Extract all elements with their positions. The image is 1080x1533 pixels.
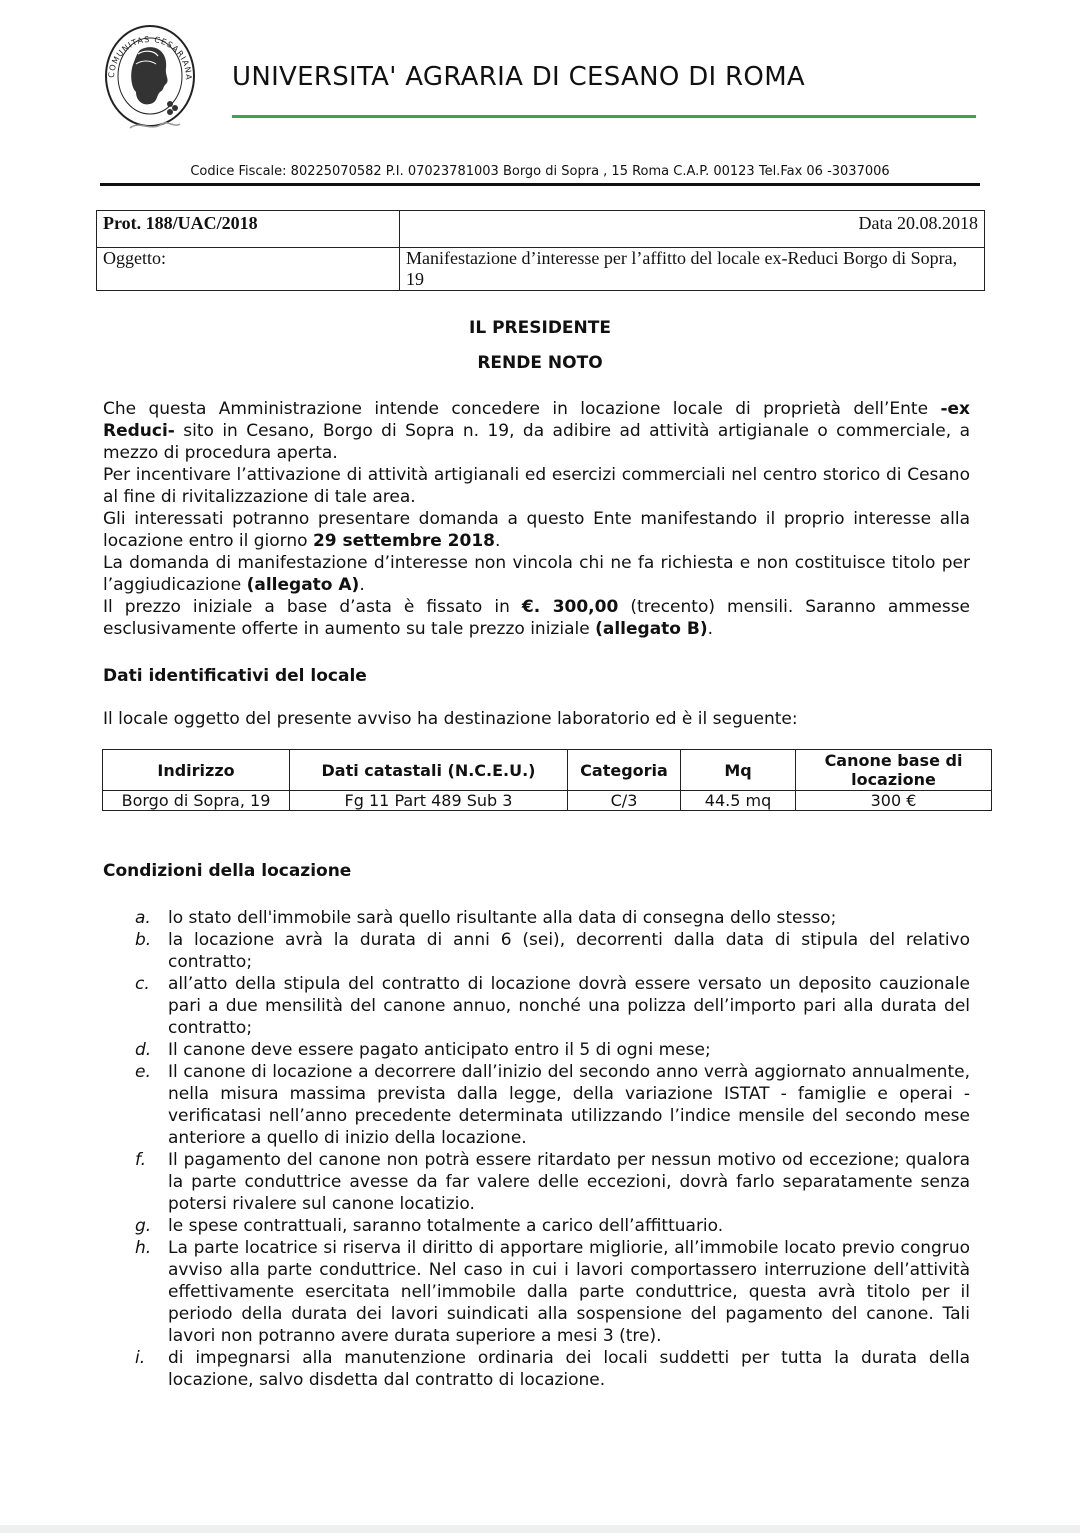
list-item-text: Il canone di locazione a decorrere dall’inizio del secondo anno verrà aggiornato annualmente, nella misura massima prevista dalla legge, della variazione ISTAT - famiglie e operai - verificatasi nell’anno precedente determinata utilizzando l’indice mensile del secondo mese anteriore a quello di inizio della locazione. — [168, 1062, 970, 1148]
header-green-divider — [232, 115, 976, 118]
list-item — [135, 1039, 970, 1061]
list-item-letter: e. — [135, 1062, 151, 1082]
column-header-category: Categoria — [568, 750, 681, 791]
p3-text-a: Gli interessati potranno presentare domanda a questo Ente manifestando il proprio interesse alla locazione entro il giorno — [103, 509, 970, 551]
p5-text-c: (trecento) mensili. Saranno ammesse esclusivamente offerte in aumento su tale prezzo iniziale — [103, 597, 971, 639]
list-item-letter: g. — [135, 1216, 152, 1236]
premises-table — [102, 749, 992, 811]
list-item-text: la locazione avrà la durata di anni 6 (sei), decorrenti dalla data di stipula del relativo contratto; — [168, 930, 970, 972]
president-heading: IL PRESIDENTE — [469, 318, 611, 338]
cell-base-rent: 300 € — [796, 791, 992, 811]
list-item-letter: d. — [135, 1040, 152, 1060]
list-item — [135, 1061, 970, 1149]
p5-attachment-b: (allegato B) — [595, 619, 708, 639]
list-item-letter: h. — [135, 1238, 152, 1258]
table-row — [103, 791, 992, 811]
subject-label: Oggetto: — [97, 248, 400, 291]
section-title-conditions: Condizioni della locazione — [103, 861, 352, 881]
list-item — [135, 1347, 970, 1391]
header-black-divider — [100, 183, 980, 186]
notice-body — [103, 398, 970, 640]
list-item — [135, 929, 970, 973]
section-title-premises-data: Dati identificativi del locale — [103, 666, 367, 686]
protocol-table — [96, 210, 985, 291]
list-item-text: Il canone deve essere pagato anticipato entro il 5 di ogni mese; — [168, 1040, 711, 1060]
list-item-letter: f. — [135, 1150, 147, 1170]
p4-text-a: La domanda di manifestazione d’interesse non vincola chi ne fa richiesta e non costituisce titolo per l’aggiudicazione — [103, 553, 970, 595]
list-item — [135, 907, 970, 929]
notice-heading: RENDE NOTO — [477, 353, 603, 373]
list-item-text: La parte locatrice si riserva il diritto di apportare migliorie, all’immobile locato previo congruo avviso alla parte conduttrice. Nel caso in cui i lavori comportassero interruzione dell’attività effettivamente esercitata nell’immobile dalla parte conduttrice, questa avrà titolo per il periodo della durata dei lavori suindicati alla sospensione del pagamento del canone. Tali lavori non potranno avere durata superiore a mesi 3 (tre). — [168, 1238, 970, 1346]
list-item — [135, 973, 970, 1039]
list-item-letter: a. — [135, 908, 151, 928]
protocol-number: Prot. 188/UAC/2018 — [103, 213, 258, 233]
list-item-text: le spese contrattuali, saranno totalmente a carico dell’affittuario. — [168, 1216, 724, 1236]
column-header-base-rent: Canone base di locazione — [796, 750, 992, 791]
p4-text-c: . — [359, 575, 365, 595]
list-item — [135, 1237, 970, 1347]
svg-text:COMUNITAS CESARIANA: COMUNITAS CESARIANA — [106, 34, 194, 81]
p5-base-price: €. 300,00 — [521, 597, 619, 617]
list-item-letter: b. — [135, 930, 152, 950]
page-bottom-strip — [0, 1525, 1080, 1533]
p5-text-e: . — [707, 619, 714, 639]
column-header-address: Indirizzo — [103, 750, 290, 791]
column-header-sqm: Mq — [681, 750, 796, 791]
section-intro-premises: Il locale oggetto del presente avviso ha destinazione laboratorio ed è il seguente: — [103, 709, 798, 729]
paragraph-3 — [103, 508, 970, 552]
list-item-text: all’atto della stipula del contratto di locazione dovrà essere versato un deposito cauzionale pari a due mensilità del canone annuo, nonché una polizza dell’importo pari alla durata del contratto; — [168, 974, 970, 1038]
paragraph-2: Per incentivare l’attivazione di attività artigianali ed esercizi commerciali nel centro storico di Cesano al fine di rivitalizzazione di tale area. — [103, 465, 970, 507]
list-item-letter: c. — [135, 974, 150, 994]
p1-text-c: sito in Cesano, Borgo di Sopra n. 19, da adibire ad attività artigianale o commerciale, a mezzo di procedura aperta. — [103, 421, 970, 463]
p3-text-c: . — [494, 531, 501, 551]
paragraph-1 — [103, 398, 970, 464]
list-item-text: di impegnarsi alla manutenzione ordinaria dei locali suddetti per tutta la durata della locazione, salvo disdetta dal contratto di locazione. — [168, 1348, 970, 1390]
p1-text-a: Che questa Amministrazione intende concedere in locazione locale di proprietà dell’Ente — [103, 399, 941, 419]
p5-text-a: Il prezzo iniziale a base d’asta è fissato in — [103, 597, 522, 617]
list-item-letter: i. — [135, 1348, 146, 1368]
cell-category: C/3 — [568, 791, 681, 811]
list-item — [135, 1149, 970, 1215]
organization-seal-logo — [100, 20, 200, 140]
paragraph-5 — [103, 596, 970, 640]
p4-attachment-a: (allegato A) — [246, 575, 360, 595]
list-item — [135, 1215, 970, 1237]
list-item-text: lo stato dell'immobile sarà quello risultante alla data di consegna dello stesso; — [168, 908, 837, 928]
cell-address: Borgo di Sopra, 19 — [103, 791, 290, 811]
protocol-date: Data 20.08.2018 — [400, 211, 985, 248]
conditions-list — [135, 907, 970, 1391]
organization-name: UNIVERSITA' AGRARIA DI CESANO DI ROMA — [232, 62, 806, 92]
p1-bold-ex-reduci: -ex Reduci- — [103, 399, 970, 441]
paragraph-4 — [103, 552, 970, 596]
p3-deadline-date: 29 settembre 2018 — [312, 531, 495, 551]
protocol-number-cell — [97, 211, 400, 248]
list-item-text: Il pagamento del canone non potrà essere ritardato per nessun motivo od eccezione; qualora la parte conduttrice avesse da far valere delle eccezioni, dovrà farlo separatamente senza potersi rivalere sul canone locatizio. — [168, 1150, 970, 1214]
fiscal-info-line: Codice Fiscale: 80225070582 P.I. 07023781003 Borgo di Sopra , 15 Roma C.A.P. 00123 Tel.Fax 06 -3037006 — [190, 164, 890, 179]
subject-text: Manifestazione d’interesse per l’affitto del locale ex-Reduci Borgo di Sopra, 19 — [400, 248, 985, 291]
cell-cadastral: Fg 11 Part 489 Sub 3 — [290, 791, 568, 811]
column-header-cadastral: Dati catastali (N.C.E.U.) — [290, 750, 568, 791]
premises-table-header-row — [103, 750, 992, 791]
cell-sqm: 44.5 mq — [681, 791, 796, 811]
